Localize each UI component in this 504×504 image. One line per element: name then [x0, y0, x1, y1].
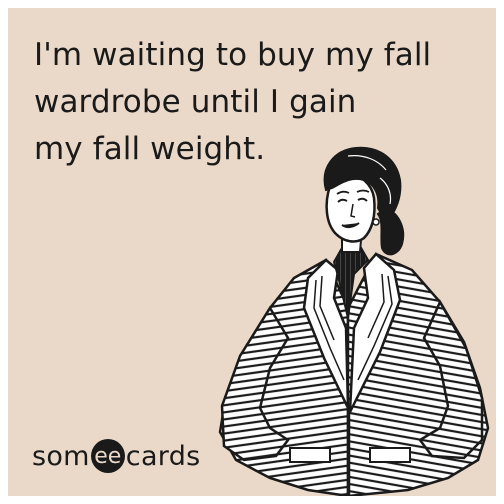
caption-line-2: wardrobe until I gain: [34, 84, 357, 120]
logo-text-start: som: [32, 440, 90, 472]
cardigan: [220, 254, 488, 496]
caption-line-3: my fall weight.: [34, 131, 266, 167]
logo-ee-mark: ee: [91, 439, 125, 473]
logo-text-end: cards: [125, 440, 201, 472]
caption-line-1: I'm waiting to buy my fall: [34, 37, 432, 73]
woman-illustration: [8, 8, 496, 496]
ecard: [8, 8, 496, 496]
someecards-logo: [32, 438, 201, 474]
